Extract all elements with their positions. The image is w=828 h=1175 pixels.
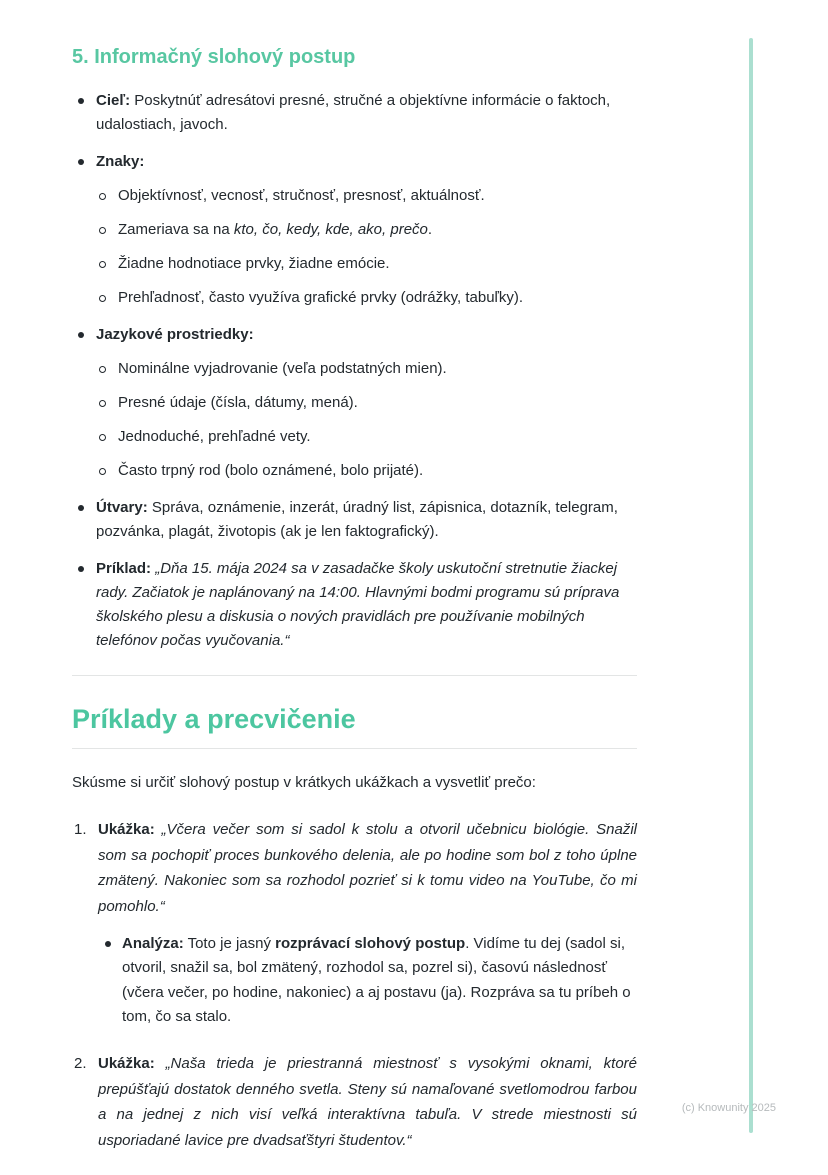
analysis-text-lead: Toto je jasný: [187, 935, 276, 953]
sub-bullet-text: .: [427, 221, 433, 238]
jazykove-item: [96, 459, 637, 483]
practice-title: Príklady a precvičenie: [72, 704, 637, 749]
sub-bullet-text: Prehľadnosť, často využíva grafické prvky (odrážky, tabuľky).: [118, 289, 524, 306]
example-label: Ukážka:: [98, 1055, 155, 1073]
bullet-label-utvary: Útvary:: [96, 499, 148, 516]
bullet-ciel: [72, 89, 637, 137]
analysis-text-rest: . Vidíme tu dej (sadol si, otvoril, snažil sa, bol zmätený, rozhodol sa, pozrel si), časovú následnosť (včera večer, po hodine, nakoniec) a aj postavu (ja). Rozpráva sa tu príbeh o tom, čo sa stalo.: [122, 935, 631, 1025]
sub-bullet-text: Objektívnosť, vecnosť, stručnosť, presnosť, aktuálnosť.: [118, 187, 485, 204]
bullet-text-ciel: Poskytnúť adresátovi presné, stručné a objektívne informácie o faktoch, udalostiach, javoch.: [96, 92, 611, 133]
examples-list: [72, 817, 637, 1153]
znaky-item: [96, 286, 637, 310]
sub-bullet-text: Zameriava sa na: [118, 221, 234, 238]
analysis-label: Analýza:: [122, 935, 184, 953]
sub-bullet-italic-text: kto, čo, kedy, kde, ako, prečo: [233, 221, 428, 238]
sub-bullet-text: Často trpný rod (bolo oznámené, bolo prijaté).: [118, 462, 424, 479]
example-1-number: 1.: [74, 821, 87, 839]
example-1: [72, 817, 637, 1029]
sub-bullet-text: Nominálne vyjadrovanie (veľa podstatných mien).: [118, 360, 447, 377]
znaky-item: [96, 184, 637, 208]
content-column: [72, 45, 637, 1175]
example-1-quote: [98, 817, 637, 919]
analysis-list: [98, 932, 637, 1029]
jazykove-item: [96, 391, 637, 415]
bullet-label-znaky: Znaky:: [96, 153, 145, 170]
section-5-title: 5. Informačný slohový postup: [72, 46, 356, 68]
znaky-item: [96, 252, 637, 276]
sub-bullet-text: Žiadne hodnotiace prvky, žiadne emócie.: [118, 255, 390, 272]
bullet-text-utvary: Správa, oznámenie, inzerát, úradný list, zápisnica, dotazník, telegram, pozvánka, plagát, životopis (ak je len faktografický).: [96, 499, 618, 540]
analysis-item: [98, 932, 637, 1029]
copyright-watermark: (c) Knowunity 2025: [681, 1102, 776, 1114]
bullet-label-ciel: Cieľ:: [96, 92, 131, 109]
bullet-utvary: [72, 496, 637, 544]
bullet-znaky: [72, 150, 637, 310]
znaky-sublist: [96, 184, 637, 310]
example-label: Ukážka:: [98, 821, 155, 839]
bullet-jazykove-prostriedky: [72, 323, 637, 483]
info-style-list: [72, 89, 637, 653]
example-2-number: 2.: [74, 1055, 87, 1073]
right-accent-bar: [749, 38, 753, 1133]
bullet-label-priklad: Príklad:: [96, 560, 152, 577]
jazykove-sublist: [96, 357, 637, 483]
example-quote-text: „Včera večer som si sadol k stolu a otvoril učebnicu biológie. Snažil som sa pochopiť proces bunkového delenia, ale po hodine som bol z toho úplne zmätený. Nakoniec som sa rozhodol pozrieť si k tomu video na YouTube, čo mi pomohlo.“: [98, 821, 637, 915]
bullet-label-jazykove: Jazykové prostriedky:: [96, 326, 254, 343]
jazykove-item: [96, 425, 637, 449]
example-2: [72, 1051, 637, 1153]
section-divider: [72, 675, 637, 676]
analysis-text-bold: rozprávací slohový postup: [275, 935, 466, 953]
bullet-priklad: [72, 557, 637, 653]
sub-bullet-text: Presné údaje (čísla, dátumy, mená).: [118, 394, 358, 411]
sub-bullet-text: Jednoduché, prehľadné vety.: [118, 428, 311, 445]
jazykove-item: [96, 357, 637, 381]
example-quote-text: „Naša trieda je priestranná miestnosť s vysokými oknami, ktoré prepúšťajú dostatok denného svetla. Steny sú namaľované svetlomodrou farbou a na jednej z nich visí veľká interaktívna tabuľa. V strede miestnosti sú usporiadané lavice pre dvadsaťštyri študentov.“: [98, 1055, 637, 1149]
example-2-quote: [98, 1051, 637, 1153]
practice-intro: Skúsme si určiť slohový postup v krátkych ukážkach a vysvetliť prečo:: [72, 774, 536, 792]
znaky-item: [96, 218, 637, 242]
priklad-quote: „Dňa 15. mája 2024 sa v zasadačke školy uskutoční stretnutie žiackej rady. Začiatok je naplánovaný na 14:00. Hlavnými bodmi programu sú príprava školského plesu a diskusia o nových pravidlách pre používanie mobilných telefónov počas vyučovania.“: [96, 560, 620, 649]
